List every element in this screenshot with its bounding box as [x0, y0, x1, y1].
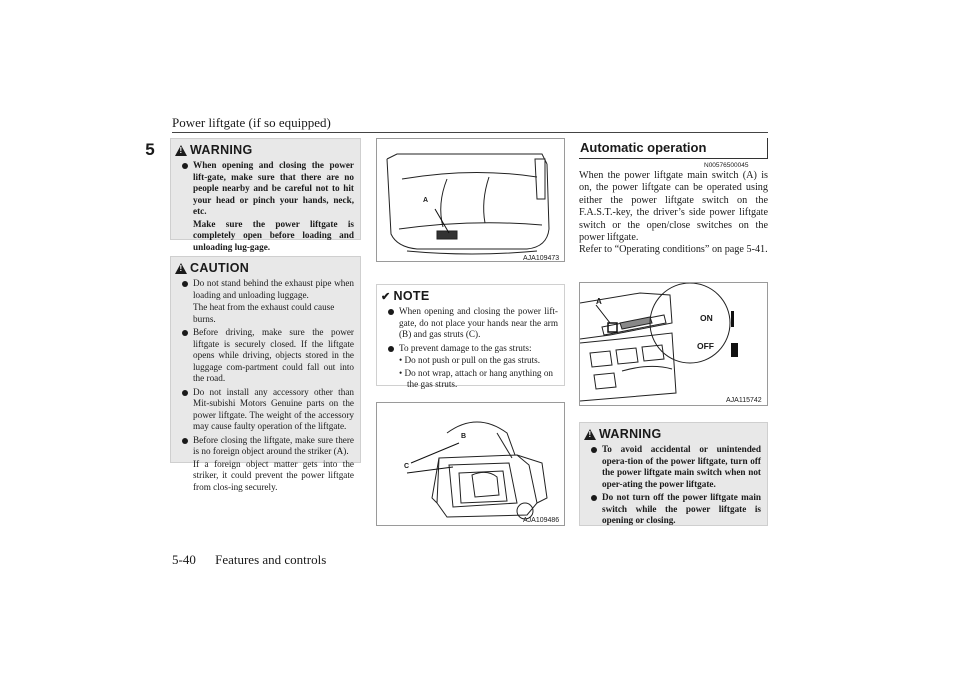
figure-label-c: C: [404, 463, 410, 470]
figure-luggage-striker: [376, 138, 565, 262]
page-footer: [172, 552, 342, 568]
figure-label-a: A: [596, 297, 602, 306]
section-title-automatic-operation: Automatic operation: [580, 140, 707, 155]
caution-box: [170, 256, 361, 492]
note-heading: ✔ NOTE: [381, 289, 430, 303]
figure-open-liftgate: [376, 402, 565, 526]
switch-on-label: ON: [700, 313, 713, 323]
figure-code: AJA109473: [523, 255, 560, 262]
note-subitem: • Do not push or pull on the gas struts.: [399, 355, 541, 365]
caution-heading: ! CAUTION: [171, 257, 360, 276]
section-title-underline: [579, 158, 768, 159]
footer-section: Features and controls: [215, 552, 327, 567]
note-check-icon: ✔: [381, 290, 391, 303]
warning-triangle-icon: [175, 145, 187, 156]
page-header-title: Power liftgate (if so equipped): [172, 115, 331, 130]
warning-item: Do not turn off the power liftgate main switch while the power liftgate is opening or closing.: [588, 492, 761, 527]
note-box: [376, 284, 565, 389]
automatic-body-text: When the power liftgate main switch (A) is on, the power liftgate can be operated using either the power liftgate switch on the F.A.S.T.-key, the driver’s side power liftgate switch or the open/close switches on the power liftgate. Refer to “Operating conditions” on page 5-41.: [579, 170, 768, 256]
warning-heading-1: ! WARNING: [171, 139, 360, 158]
caution-item: Before driving, make sure the power liftgate is securely closed. If the liftgate opens while driving, objects stored in the luggage com-partment could fall out into the road.: [179, 327, 354, 385]
figure-main-switch: [579, 282, 768, 406]
warning-item-continued: Make sure the power liftgate is completely open before loading and unloading lug-gage.: [193, 218, 354, 252]
chapter-number: 5: [145, 140, 155, 159]
switch-off-label: OFF: [697, 341, 714, 351]
note-subitem: • Do not wrap, attach or hang anything on the gas struts.: [399, 367, 554, 389]
section-title-bracket: [767, 138, 768, 158]
reference-code: N00576500045: [704, 162, 749, 169]
caution-triangle-icon: [175, 263, 187, 274]
luggage-compartment-illustration: [377, 139, 565, 262]
note-item: When opening and closing the power lift-gate, do not place your hands near the arm (B) and gas struts (C).: [385, 306, 558, 341]
warning-box-1: [170, 138, 361, 252]
figure-label-b: B: [461, 433, 467, 440]
note-item: To prevent damage to the gas struts:: [385, 343, 558, 355]
caution-item: Before closing the liftgate, make sure there is no foreign object around the striker (A).: [179, 435, 354, 458]
page-number: 5-40: [172, 552, 196, 567]
figure-code: AJA115742: [726, 397, 762, 404]
figure-label-a: A: [423, 197, 429, 204]
warning-item: When opening and closing the power lift-gate, make sure that there are no people nearby and be careful not to hit your head or pinch your hands, neck, etc.: [179, 160, 354, 218]
warning-triangle-icon: [584, 429, 596, 440]
warning-heading-2: ! WARNING: [580, 423, 767, 442]
figure-code: AJA109486: [523, 517, 560, 524]
caution-item: Do not install any accessory other than Mit-subishi Motors Genuine parts on the power liftgate. The weight of the accessory may cause faulty operation of the liftgate.: [179, 387, 354, 433]
caution-item: Do not stand behind the exhaust pipe when loading and unloading luggage.: [179, 278, 354, 301]
caution-item-continued: If a foreign object matter gets into the striker, it could prevent the power liftgate from clos-ing securely.: [193, 458, 354, 492]
main-switch-illustration: [580, 283, 768, 406]
warning-item: To avoid accidental or unintended opera-tion of the power liftgate, turn off the power liftgate main switch when not oper-ating the power liftgate.: [588, 444, 761, 490]
caution-item-continued: The heat from the exhaust could cause burns.: [193, 302, 335, 324]
warning-box-2: [579, 422, 768, 526]
header-divider: [172, 132, 768, 133]
